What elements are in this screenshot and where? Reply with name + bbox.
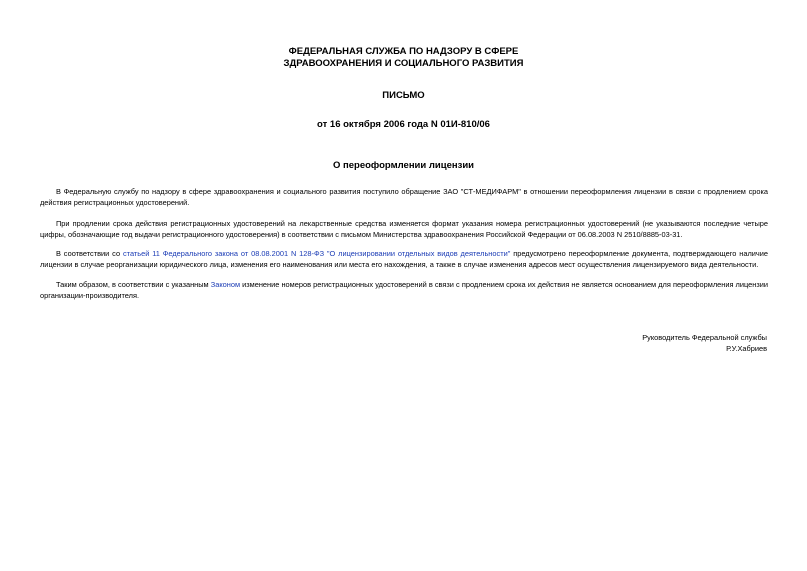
signatory-name: Р.У.Хабриев	[726, 343, 767, 353]
paragraph-4-text-end: изменение номеров регистрационных удостоверений в связи с продлением срока их действия не является основанием для переоформления лицензии организации-производителя.	[40, 280, 768, 300]
law-article-link[interactable]: статьей 11 Федерального закона от 08.08.2001 N 128-ФЗ "О лицензировании отдельных видов деятельности"	[122, 249, 511, 258]
paragraph-4	[40, 280, 768, 301]
paragraph-3-text-start: В соответствии со	[56, 249, 123, 258]
document-subject: О переоформлении лицензии	[332, 160, 475, 171]
agency-line-2: ЗДРАВООХРАНЕНИЯ И СОЦИАЛЬНОГО РАЗВИТИЯ	[283, 58, 524, 69]
document-date-number: от 16 октября 2006 года N 01И-810/06	[317, 119, 490, 130]
paragraph-4-text-start: Таким образом, в соответствии с указанным	[56, 280, 211, 289]
document-type: ПИСЬМО	[382, 90, 425, 101]
agency-line-1: ФЕДЕРАЛЬНАЯ СЛУЖБА ПО НАДЗОРУ В СФЕРЕ	[288, 46, 519, 57]
signatory-title: Руководитель Федеральной службы	[642, 333, 767, 342]
signature-block	[642, 333, 767, 354]
paragraph-3	[40, 249, 768, 270]
agency-header	[0, 46, 807, 70]
paragraph-1: В Федеральную службу по надзору в сфере здравоохранения и социального развития поступило обращение ЗАО "СТ-МЕДИФАРМ" в отношении переоформления лицензии в связи с продлением срока действия регистрационных удостоверений.	[40, 187, 768, 207]
law-link[interactable]: Законом	[210, 280, 241, 289]
paragraph-2: При продлении срока действия регистрационных удостоверений на лекарственные средства изменяется формат указания номера регистрационных удостоверений (не указываются последние четыре цифры, обозначающие год выдачи регистрационного удостоверения) в соответствии с письмом Министерства здравоохранения Российской Федерации от 06.08.2003 N 2510/8885-03-31.	[40, 219, 768, 239]
paragraph-3-text-end: предусмотрено переоформление документа, подтверждающего наличие лицензии в случае реорганизации юридического лица, изменения его наименования или места его нахождения, а также в случае изменения адресов мест осуществления лицензируемого вида деятельности.	[40, 249, 768, 269]
